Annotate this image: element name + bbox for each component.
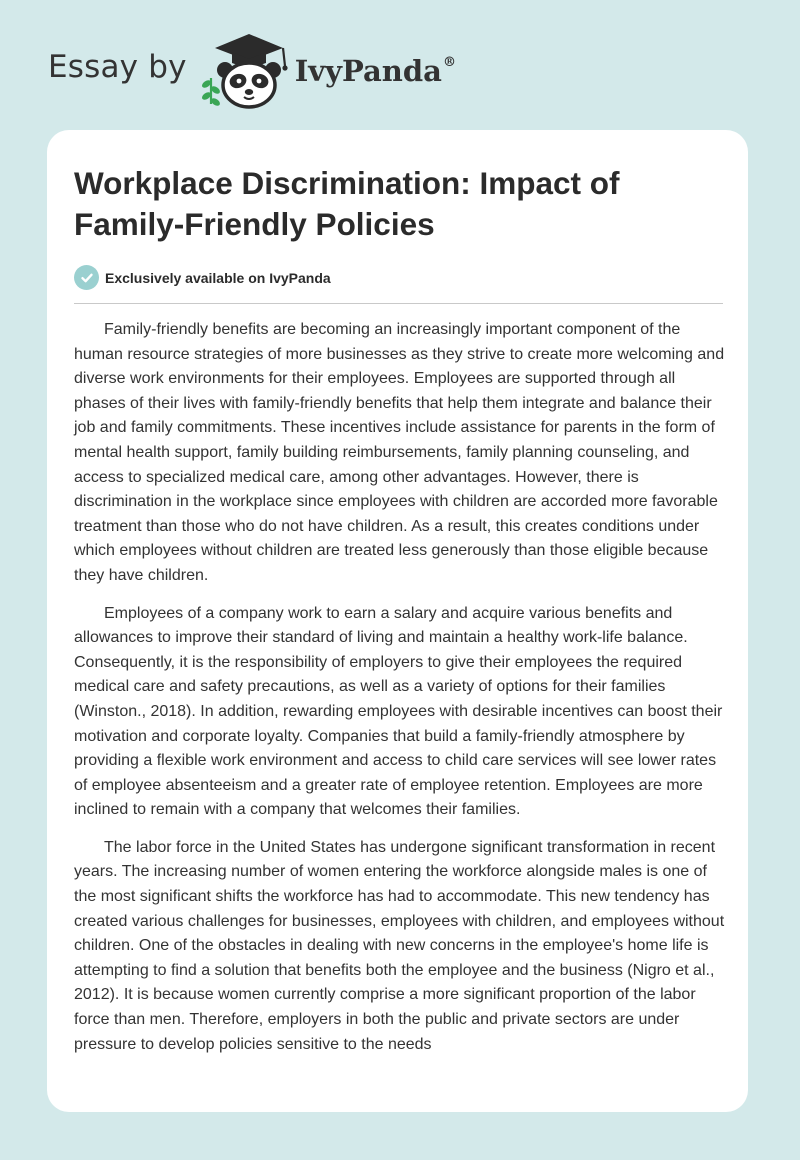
- paragraph: Employees of a company work to earn a salary and acquire various benefits and allowances to improve their standard of living and maintain a healthy work-life balance. Consequently, it is the responsibility of employers to give their employees the required medical care and safety precautions, as well as a variety of options for their families (Winston., 2018). In addition, rewarding employees with desirable incentives can boost their motivation and corporate loyalty. Companies that build a family-friendly atmosphere by providing a flexible work environment and access to child care services will see lower rates of employee absenteeism and a greater rate of employee retention. Employees are more inclined to remain with a company that welcomes their families.: [74, 604, 723, 819]
- paragraph: The labor force in the United States has undergone significant transformation in recent years. The increasing number of women entering the workforce alongside males is one of the most significant shifts the workforce has had to accommodate. This new tendency has created various challenges for businesses, employees with children, and employees without children. One of the obstacles in dealing with new concerns in the employee's home life is attempting to find a solution that benefits both the employee and the business (Nigro et al., 2012). It is because women currently comprise a more significant proportion of the labor force than men. Therefore, employers in both the public and private sectors are under pressure to develop policies sensitive to the needs: [74, 838, 725, 1053]
- check-icon: [74, 265, 99, 290]
- panda-graduate-icon[interactable]: [201, 30, 297, 110]
- essay-card: [47, 130, 748, 1112]
- divider: [74, 303, 723, 304]
- brand-text: IvyPanda: [294, 54, 442, 88]
- brand-name[interactable]: [295, 54, 456, 88]
- site-header: [48, 30, 548, 110]
- essay-body: [74, 318, 726, 1070]
- paragraph: Family-friendly benefits are becoming an increasingly important component of the human resource strategies of more businesses as they strive to create more welcoming and diverse work environments for their employees. Employees are supported through all phases of their lives with family-friendly benefits that help them integrate and balance their job and family commitments. These incentives include assistance for parents in the form of mental health support, family building reimbursements, family planning counseling, and access to specialized medical care, among other advantages. However, there is discrimination in the workplace since employees with children are accorded more favorable treatment than those who do not have children. As a result, this creates conditions under which employees without children are treated less generously than those eligible because they have children.: [74, 321, 725, 584]
- badge-label: Exclusively available on IvyPanda: [105, 269, 331, 286]
- registered-mark: ®: [442, 55, 456, 71]
- page-title: Workplace Discrimination: Impact of Family-Friendly Policies: [74, 165, 620, 242]
- exclusive-badge: [74, 265, 331, 290]
- essay-by-label: Essay by: [48, 49, 187, 85]
